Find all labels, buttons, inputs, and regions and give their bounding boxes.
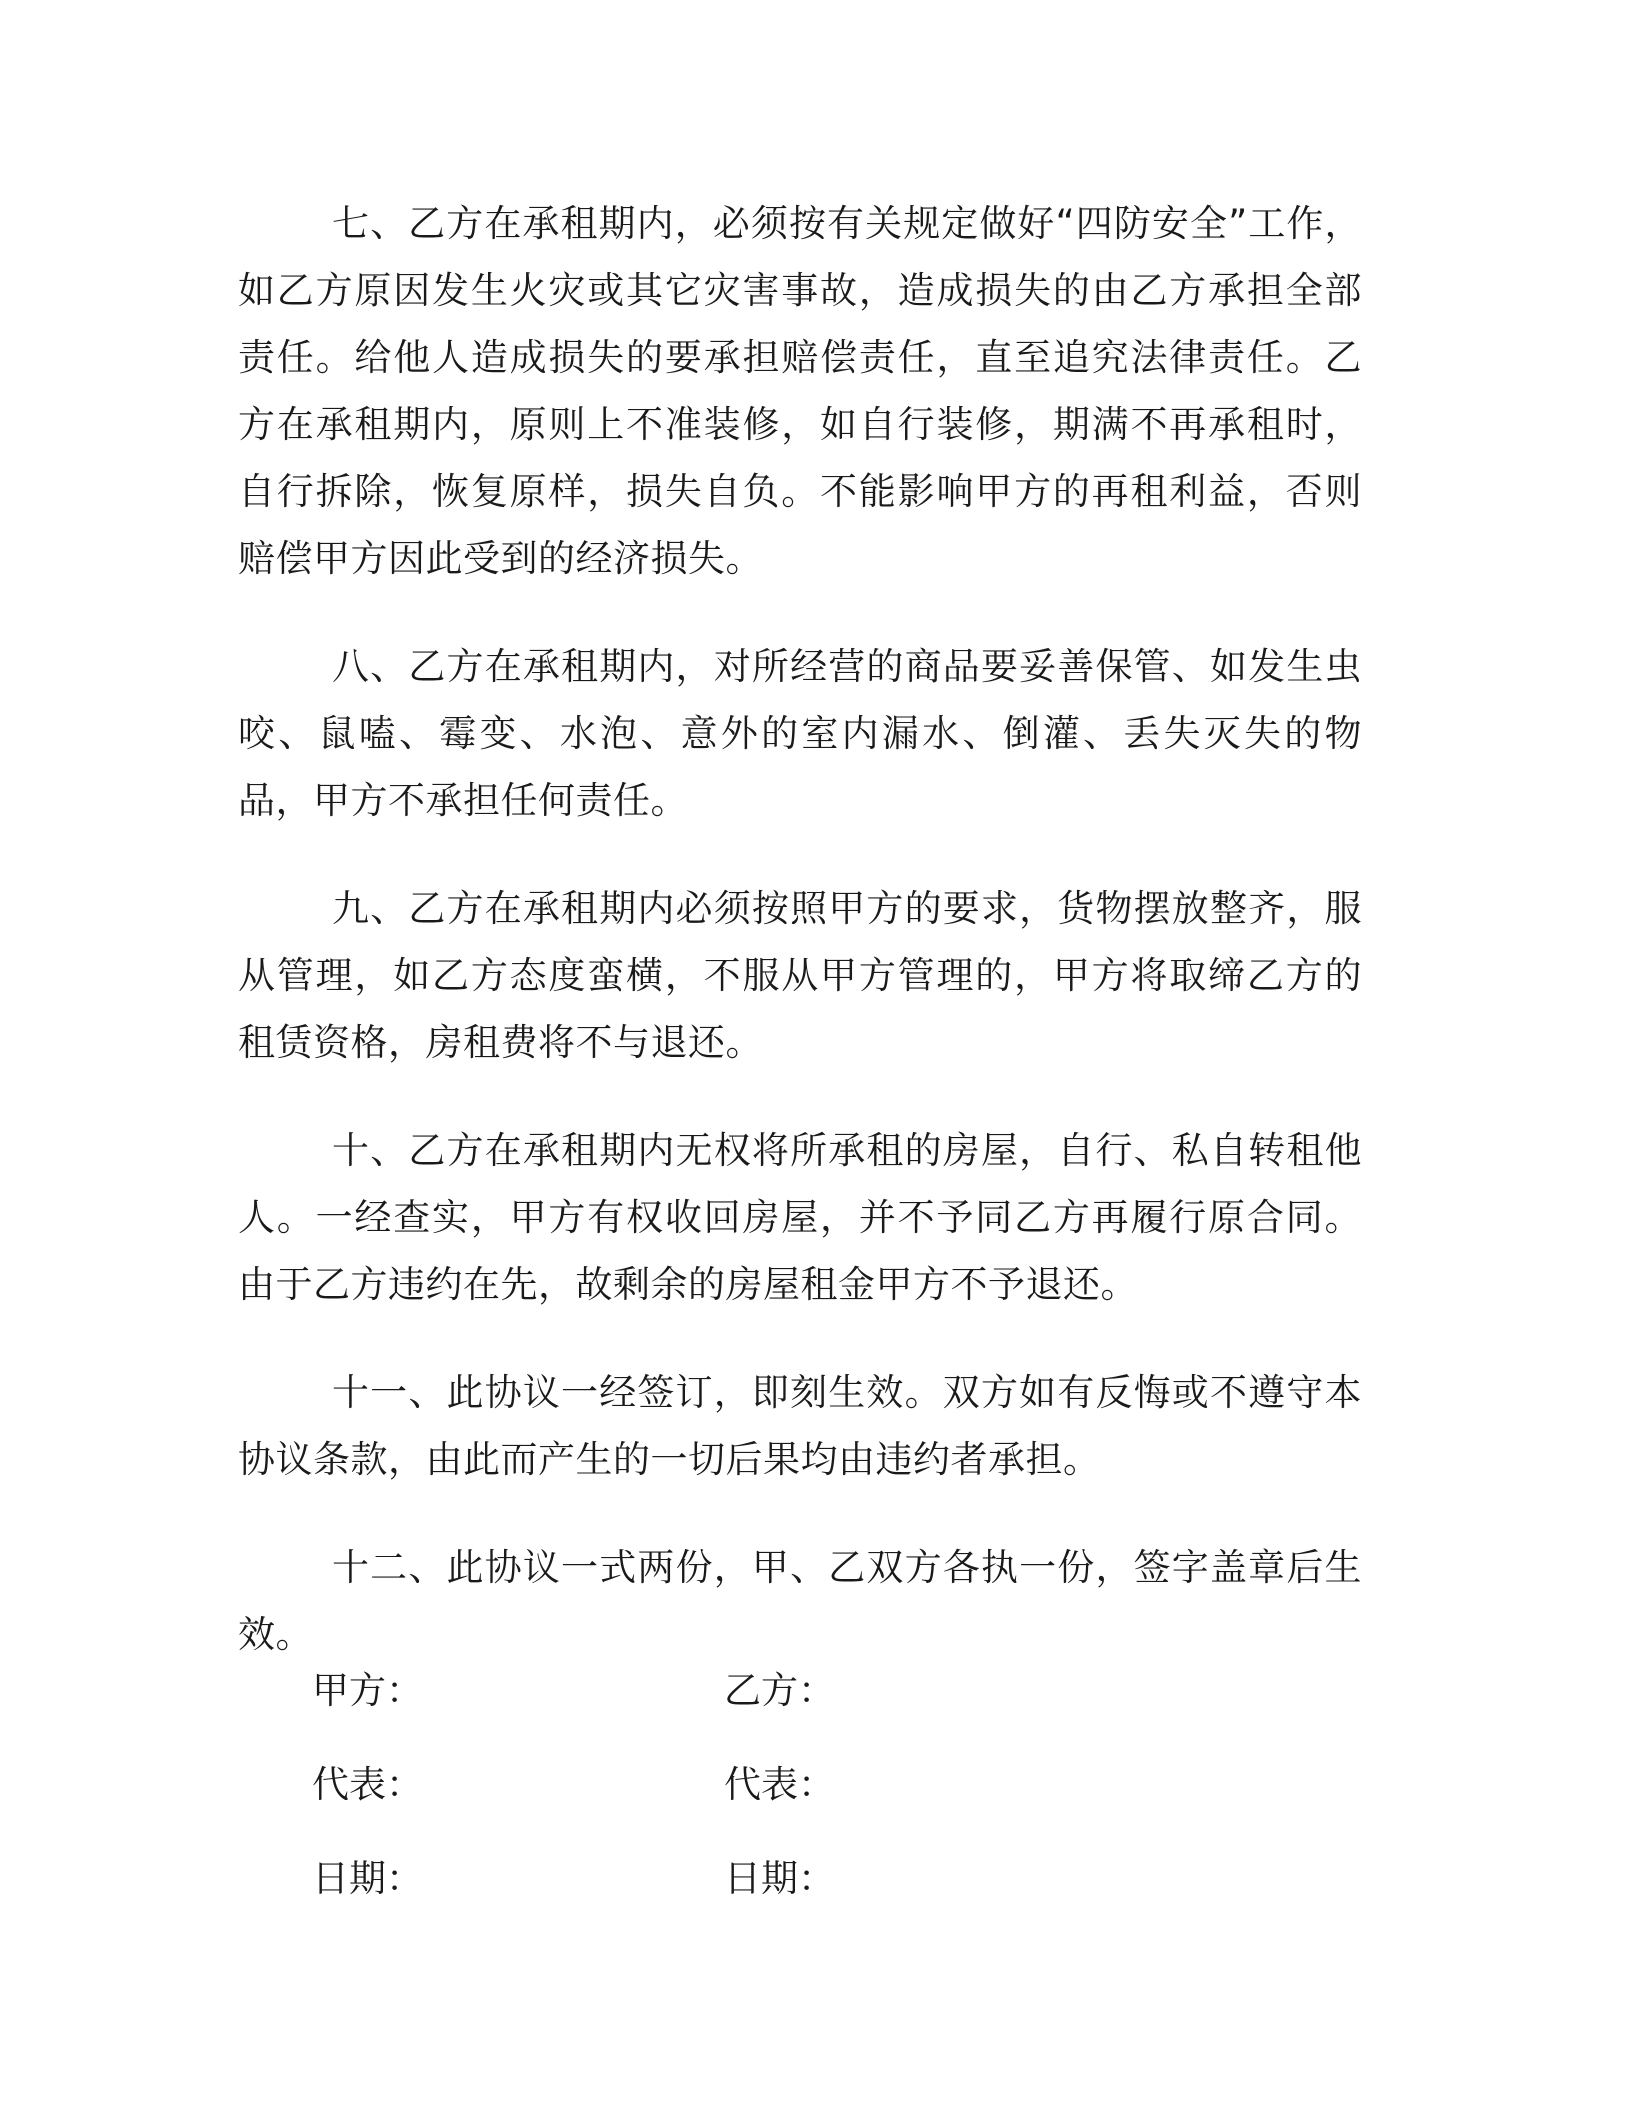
party-a-label: 甲方： <box>312 1669 423 1712</box>
signature-row-party <box>312 1640 1212 1734</box>
signature-row-date <box>312 1828 1212 1922</box>
representative-a-label: 代表： <box>312 1763 423 1806</box>
clause-8: 八、乙方在承租期内，对所经营的商品要妥善保管、如发生虫咬、鼠嗑、霉变、水泡、意外的室内漏水、倒灌、丢失灭失的物品，甲方不承担任何责任。 <box>238 645 1362 822</box>
contract-body <box>238 190 1362 1668</box>
clause-10: 十、乙方在承租期内无权将所承租的房屋，自行、私自转租他人。一经查实，甲方有权收回房屋，并不予同乙方再履行原合同。由于乙方违约在先，故剩余的房屋租金甲方不予退还。 <box>238 1129 1362 1306</box>
signature-row-representative <box>312 1734 1212 1828</box>
party-b-label: 乙方： <box>724 1669 835 1712</box>
clause-12: 十二、此协议一式两份，甲、乙双方各执一份，签字盖章后生效。 <box>238 1546 1362 1656</box>
clause-7: 七、乙方在承租期内，必须按有关规定做好“四防安全”工作，如乙方原因发生火灾或其它灾害事故，造成损失的由乙方承担全部责任。给他人造成损失的要承担赔偿责任，直至追究法律责任。乙方在承租期内，原则上不准装修，如自行装修，期满不再承租时，自行拆除，恢复原样，损失自负。不能影响甲方的再租利益，否则赔偿甲方因此受到的经济损失。 <box>238 202 1362 580</box>
date-b-label: 日期： <box>724 1857 835 1900</box>
representative-b-label: 代表： <box>724 1763 835 1806</box>
date-a-label: 日期： <box>312 1857 423 1900</box>
clause-9: 九、乙方在承租期内必须按照甲方的要求，货物摆放整齐，服从管理，如乙方态度蛮横，不服从甲方管理的，甲方将取缔乙方的租赁资格，房租费将不与退还。 <box>238 887 1362 1064</box>
signature-block <box>312 1640 1212 1922</box>
clause-11: 十一、此协议一经签订，即刻生效。双方如有反悔或不遵守本协议条款，由此而产生的一切后果均由违约者承担。 <box>238 1371 1362 1481</box>
